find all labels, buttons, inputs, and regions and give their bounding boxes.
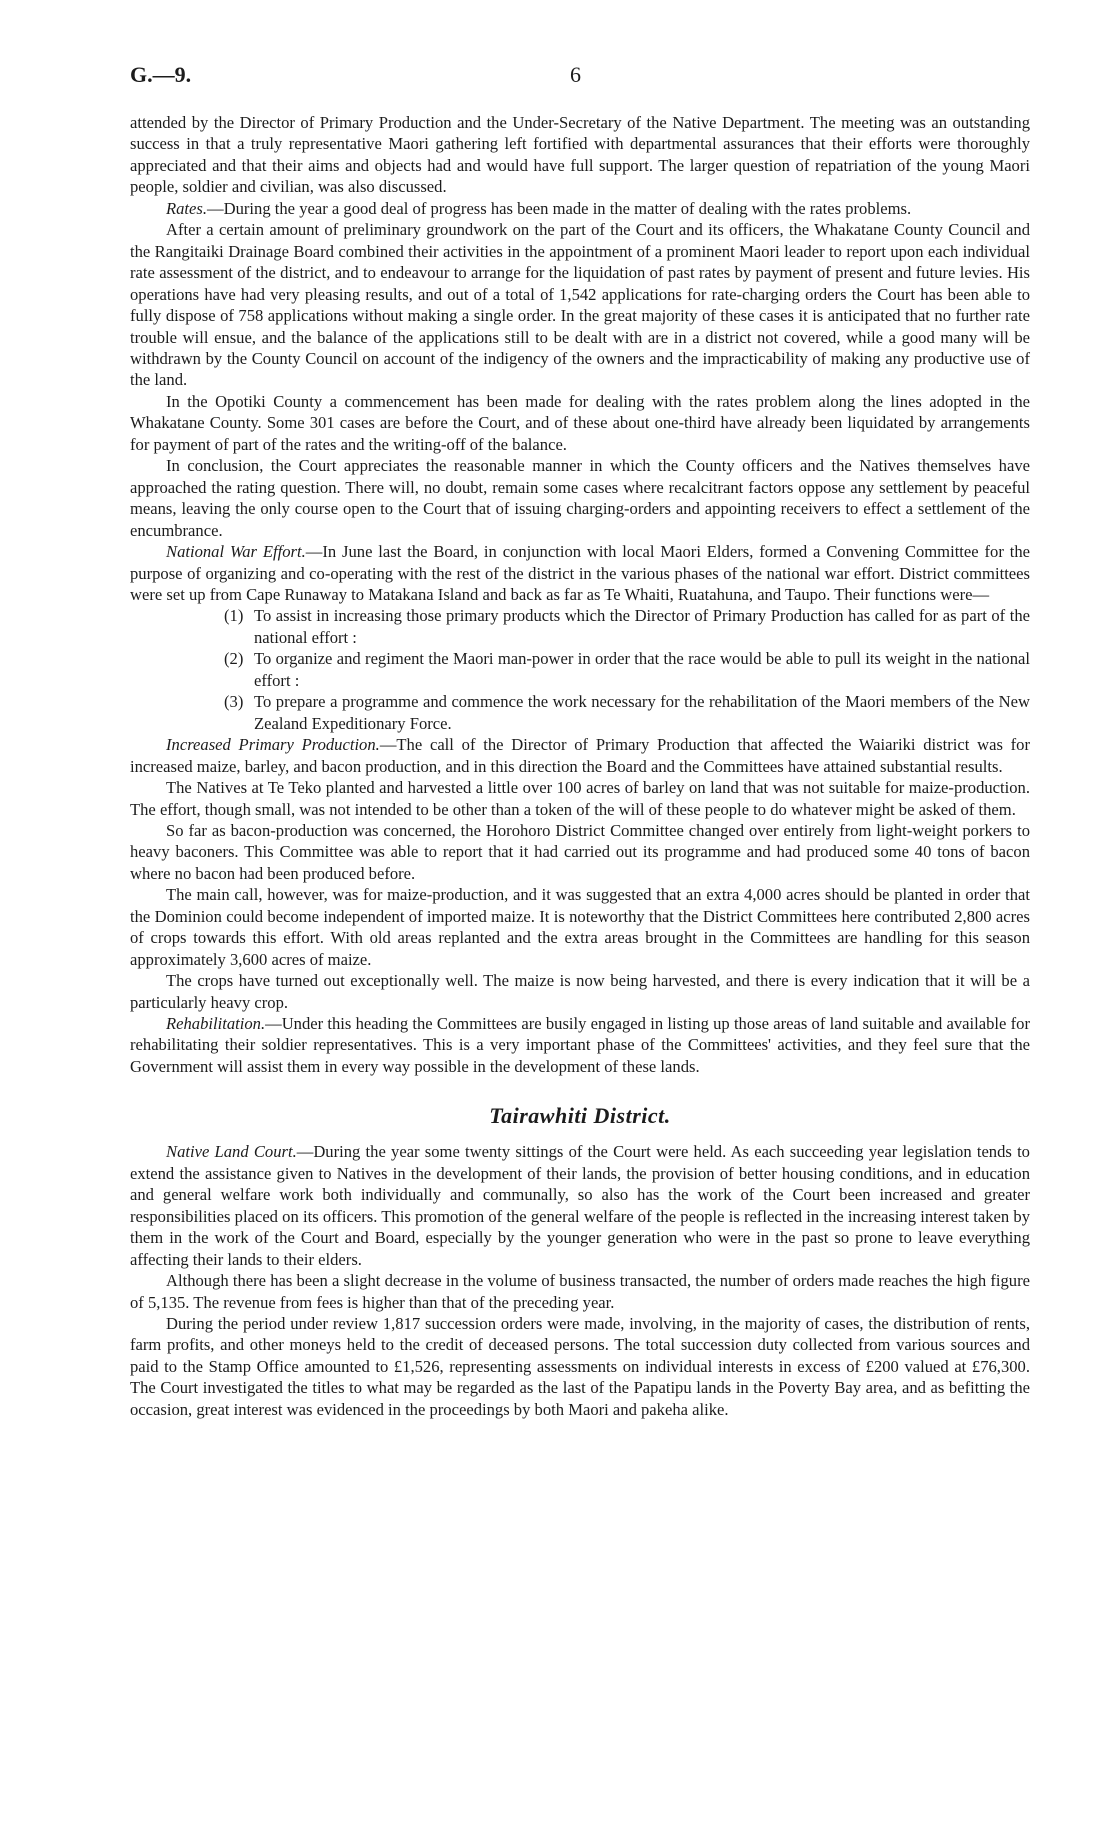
paragraph bbox=[130, 820, 1030, 884]
paragraph bbox=[130, 541, 1030, 605]
paragraph bbox=[130, 884, 1030, 970]
paragraph-lead: Rates. bbox=[166, 198, 208, 218]
paragraph-group-production bbox=[130, 734, 1030, 1077]
paragraph-text: In the Opotiki County a commencement has been made for dealing with the rates problem along the lines adopted in the Whakatane County. Some 301 cases are before the Court, and of these about one-third have already been liquidated by arrangements for payment of part of the rates and the writing-off of the balance. bbox=[130, 391, 1030, 454]
paragraph-text: attended by the Director of Primary Production and the Under-Secretary of the Native Department. The meeting was an outstanding success in that a truly representative Maori gathering left fortified with departmental assurances that their efforts were thoroughly appreciated and that their aims and objects had and would have full support. The larger question of repatriation of the young Maori people, soldier and civilian, was also discussed. bbox=[130, 113, 1030, 197]
function-item bbox=[130, 648, 1030, 691]
paragraph bbox=[130, 198, 1030, 219]
function-item bbox=[130, 691, 1030, 734]
paragraph-text: The Natives at Te Teko planted and harvested a little over 100 acres of barley on land that was not suitable for maize-production. The effort, though small, was not intended to be other than a token of the will of these people to do whatever might be asked of them. bbox=[130, 778, 1030, 819]
section-heading: Tairawhiti District. bbox=[489, 1103, 671, 1129]
paragraph-lead: Increased Primary Production. bbox=[166, 735, 380, 755]
document-code: G.—9. bbox=[130, 62, 192, 87]
page-number: 6 bbox=[570, 62, 581, 87]
paragraph-text: —During the year a good deal of progress has been made in the matter of dealing with the rates problems. bbox=[207, 198, 912, 218]
paragraph-text: After a certain amount of preliminary groundwork on the part of the Court and its officers, the Whakatane County Council and the Rangitaiki Drainage Board combined their activities in the appointment of a prominent Maori leader to report upon each individual rate assessment of the district, and to endeavour to arrange for the liquidation of past rates by payment of present and future levies. His operations have had very pleasing results, and out of a total of 1,542 applications for rate-charging orders the Court has been able to fully dispose of 758 applications without making a single order. In the great majority of these cases it is anticipated that no further rate trouble will ensue, and the balance of the applications still to be dealt with are in a district not covered, while a good many will be withdrawn by the County Council on account of the indigency of the owners and the impracticability of making any productive use of the land. bbox=[130, 220, 1030, 390]
paragraph bbox=[130, 777, 1030, 820]
paragraph-text: The main call, however, was for maize-production, and it was suggested that an extra 4,000 acres should be planted in order that the Dominion could become independent of imported maize. It is noteworthy that the District Committees here contributed 2,800 acres of crops towards this effort. With old areas replanted and the extra areas brought in the Committees are handling for this season approximately 3,600 acres of maize. bbox=[130, 885, 1030, 969]
paragraph-lead: Rehabilitation. bbox=[166, 1014, 266, 1034]
paragraph bbox=[130, 391, 1030, 455]
paragraph bbox=[130, 1013, 1030, 1077]
function-item bbox=[130, 605, 1030, 648]
paragraph-text: —During the year some twenty sittings of the Court were held. As each succeeding year legislation tends to extend the assistance given to Natives in the development of their lands, the provision of better housing conditions, and in education and general welfare work both individually and communally, so also has the work of the Court been increased and greater responsibilities placed on its officers. This promotion of the general welfare of the people is reflected in the increasing interest taken by them in the work of the Court and Board, especially by the younger generation who were in the past so prone to leave everything affecting their lands to their elders. bbox=[130, 1142, 1030, 1269]
paragraph-text: The crops have turned out exceptionally well. The maize is now being harvested, and there is every indication that it will be a particularly heavy crop. bbox=[130, 971, 1030, 1012]
paragraph-group-war-effort bbox=[130, 112, 1030, 605]
function-text: To assist in increasing those primary products which the Director of Primary Production has called for as part of the national effort : bbox=[254, 606, 1030, 647]
paragraph bbox=[130, 1313, 1030, 1420]
function-number: (2) bbox=[224, 649, 244, 669]
function-text: To organize and regiment the Maori man-power in order that the race would be able to pull its weight in the national effort : bbox=[254, 649, 1030, 690]
paragraph bbox=[130, 734, 1030, 777]
paragraph-text: —The call of the Director of Primary Production that affected the Waiariki district was for increased maize, barley, and bacon production, and in this direction the Board and the Committees have attained substantial results. bbox=[130, 735, 1030, 776]
paragraph bbox=[130, 970, 1030, 1013]
function-number: (3) bbox=[224, 692, 244, 712]
paragraph-text: —In June last the Board, in conjunction with local Maori Elders, formed a Convening Committee for the purpose of organizing and co-operating with the rest of the district in the various phases of the national war effort. District committees were set up from Cape Runaway to Matakana Island and back as far as Te Whaiti, Ruatahuna, and Taupo. Their functions were— bbox=[130, 542, 1030, 604]
paragraph bbox=[130, 455, 1030, 541]
page-header bbox=[130, 62, 1030, 92]
committee-functions-list bbox=[130, 605, 1030, 734]
paragraph-group-tairawhiti bbox=[130, 1141, 1030, 1420]
paragraph-text: During the period under review 1,817 succession orders were made, involving, in the majority of cases, the distribution of rents, farm profits, and other moneys held to the credit of deceased persons. The total succession duty collected from various sources and paid to the Stamp Office amounted to £1,526, representing assessments on individual interests in excess of £200 valued at £76,300. The Court investigated the titles to what may be regarded as the last of the Papatipu lands in the Poverty Bay area, and as befitting the occasion, great interest was evidenced in the proceedings by both Maori and pakeha alike. bbox=[130, 1314, 1030, 1419]
paragraph-lead: Native Land Court. bbox=[166, 1142, 297, 1162]
paragraph-text: —Under this heading the Committees are busily engaged in listing up those areas of land suitable and available for rehabilitating their soldier representatives. This is a very important phase of the Committees' activities, and they feel sure that the Government will assist them in every way possible in the development of these lands. bbox=[130, 1014, 1030, 1076]
function-text: To prepare a programme and commence the work necessary for the rehabilitation of the Maori members of the New Zealand Expeditionary Force. bbox=[254, 692, 1030, 733]
paragraph bbox=[130, 112, 1030, 198]
function-number: (1) bbox=[224, 606, 244, 626]
paragraph-text: In conclusion, the Court appreciates the reasonable manner in which the County officers and the Natives themselves have approached the rating question. There will, no doubt, remain some cases where recalcitrant factors oppose any settlement by peaceful means, leaving the only course open to the Court that of issuing charging-orders and appointing receivers to effect a settlement of the encumbrance. bbox=[130, 456, 1030, 540]
paragraph bbox=[130, 219, 1030, 391]
paragraph bbox=[130, 1141, 1030, 1270]
paragraph bbox=[130, 1270, 1030, 1313]
paragraph-text: Although there has been a slight decrease in the volume of business transacted, the number of orders made reaches the high figure of 5,135. The revenue from fees is higher than that of the preceding year. bbox=[130, 1271, 1030, 1312]
paragraph-lead: National War Effort. bbox=[166, 542, 306, 562]
paragraph-text: So far as bacon-production was concerned, the Horohoro District Committee changed over entirely from light-weight porkers to heavy baconers. This Committee was able to report that it had carried out its programme and had produced some 40 tons of bacon where no bacon had been produced before. bbox=[130, 820, 1030, 883]
document-body bbox=[130, 112, 1030, 1420]
